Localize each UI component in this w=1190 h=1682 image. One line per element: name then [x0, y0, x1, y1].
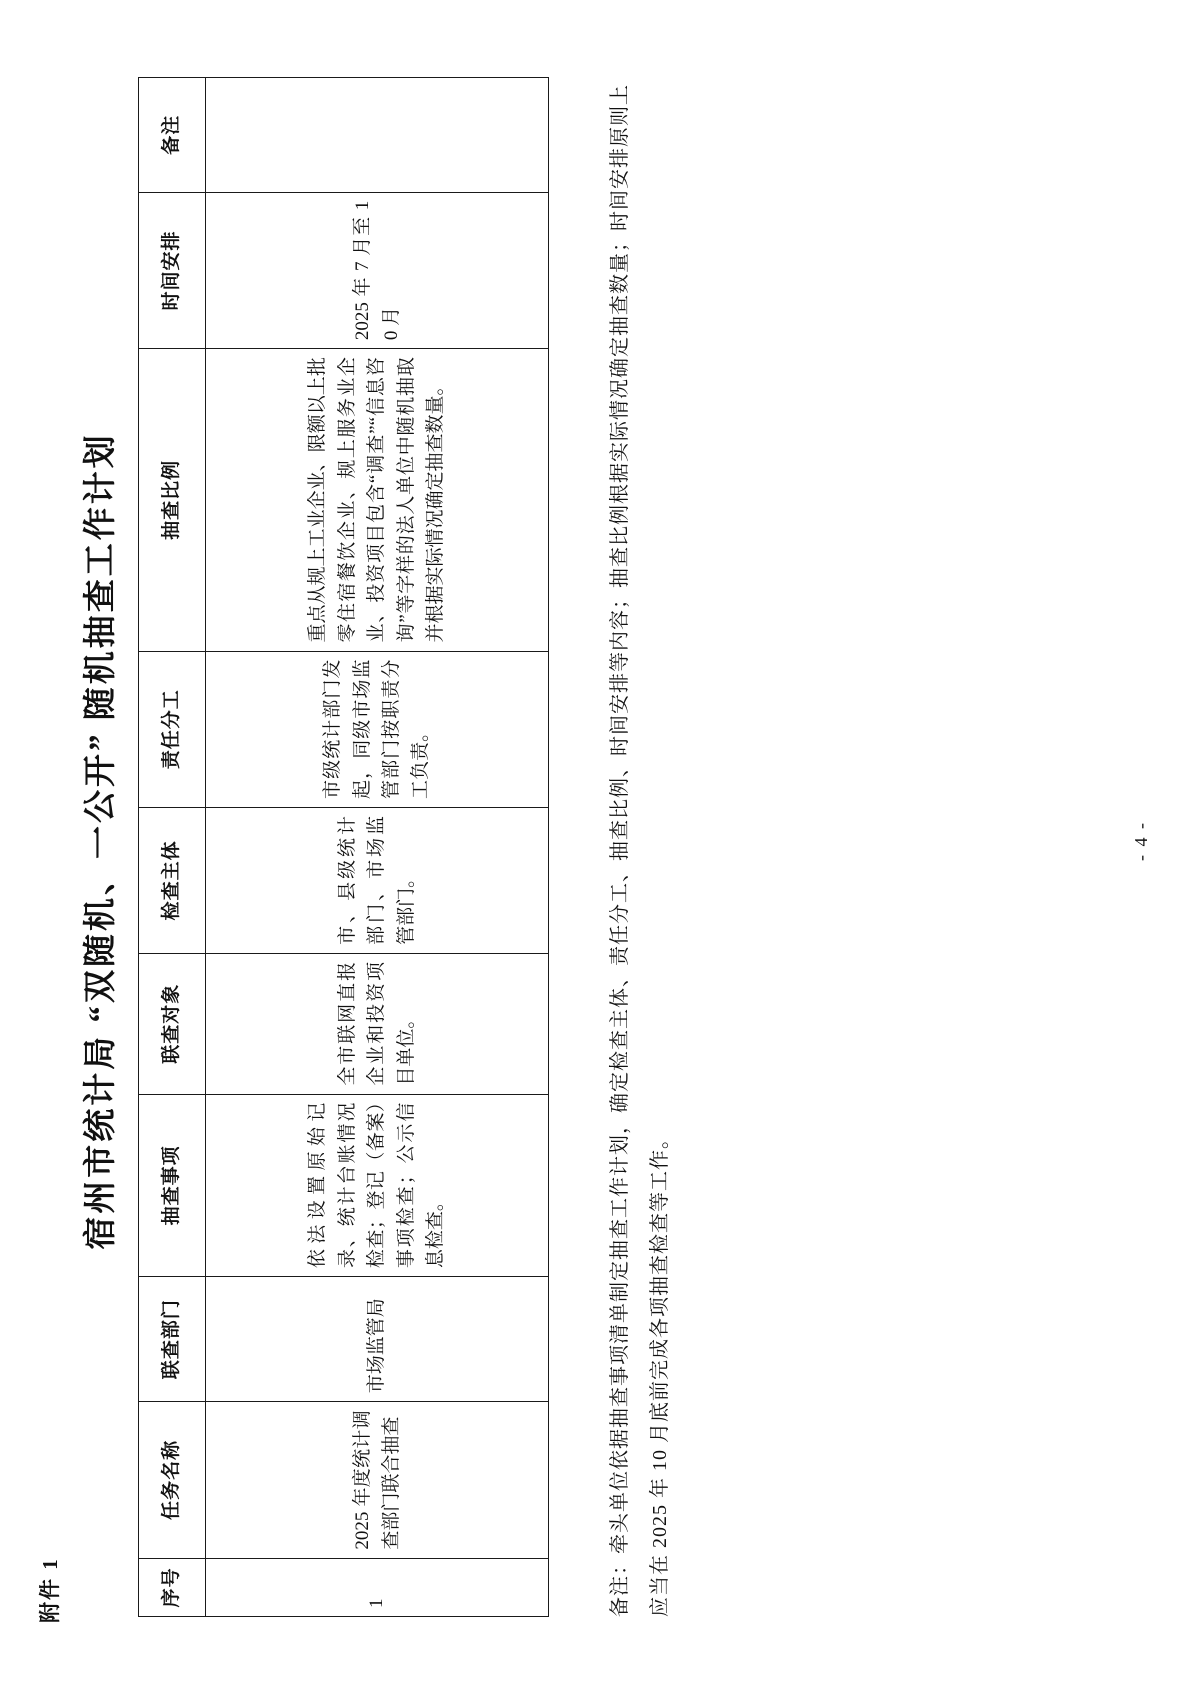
cell-ratio: 重点从规上工业企业、限额以上批零住宿餐饮企业、规上服务业企业、投资项目包含“调查”“信息咨询”等字样的法人单位中随机抽取并根据实际情况确定抽查数量。 [206, 349, 549, 651]
rotated-content [20, 21, 1170, 1661]
header-task-name: 任务名称 [139, 1402, 206, 1558]
cell-objects: 全市联网直报企业和投资项目单位。 [206, 953, 549, 1094]
header-duty: 责任分工 [139, 651, 206, 807]
random-inspection-plan-table [138, 77, 549, 1617]
cell-seq: 1 [206, 1558, 549, 1616]
header-seq: 序号 [139, 1558, 206, 1616]
cell-note [206, 78, 549, 193]
header-note: 备注 [139, 78, 206, 193]
cell-task-name: 2025 年度统计调查部门联合抽查 [206, 1402, 549, 1558]
cell-subject: 市、县级统计部门、市场监管部门。 [206, 807, 549, 953]
header-subject: 检查主体 [139, 807, 206, 953]
note-line: 备注：牵头单位依据抽查事项清单制定抽查工作计划，确定检查主体、责任分工、抽查比例、时间安排等内容；抽查比例根据实际情况确定抽查数量；时间安排原则上应当在 2025 年 10 月底前完成各项抽查检查等工作。 [609, 84, 671, 1617]
page-number: - 4 - [1131, 821, 1151, 861]
header-time: 时间安排 [139, 192, 206, 348]
table-notes [600, 77, 686, 1617]
cell-time: 2025 年 7 月至 10 月 [206, 192, 549, 348]
header-items: 抽查事项 [139, 1094, 206, 1276]
header-joint-dept: 联查部门 [139, 1277, 206, 1402]
table-row [206, 78, 549, 1617]
header-objects: 联查对象 [139, 953, 206, 1094]
page-title: 宿州市统计局 “双随机、一公开” 随机抽查工作计划 [83, 432, 119, 1250]
header-ratio: 抽查比例 [139, 349, 206, 651]
attachment-label: 附件 1 [38, 1557, 62, 1623]
cell-duty: 市级统计部门发起，同级市场监管部门按职责分工负责。 [206, 651, 549, 807]
table-header-row [139, 78, 206, 1617]
cell-items: 依法设置原始记录、统计台账情况检查；登记（备案）事项检查；公示信息检查。 [206, 1094, 549, 1276]
cell-joint-dept: 市场监管局 [206, 1277, 549, 1402]
